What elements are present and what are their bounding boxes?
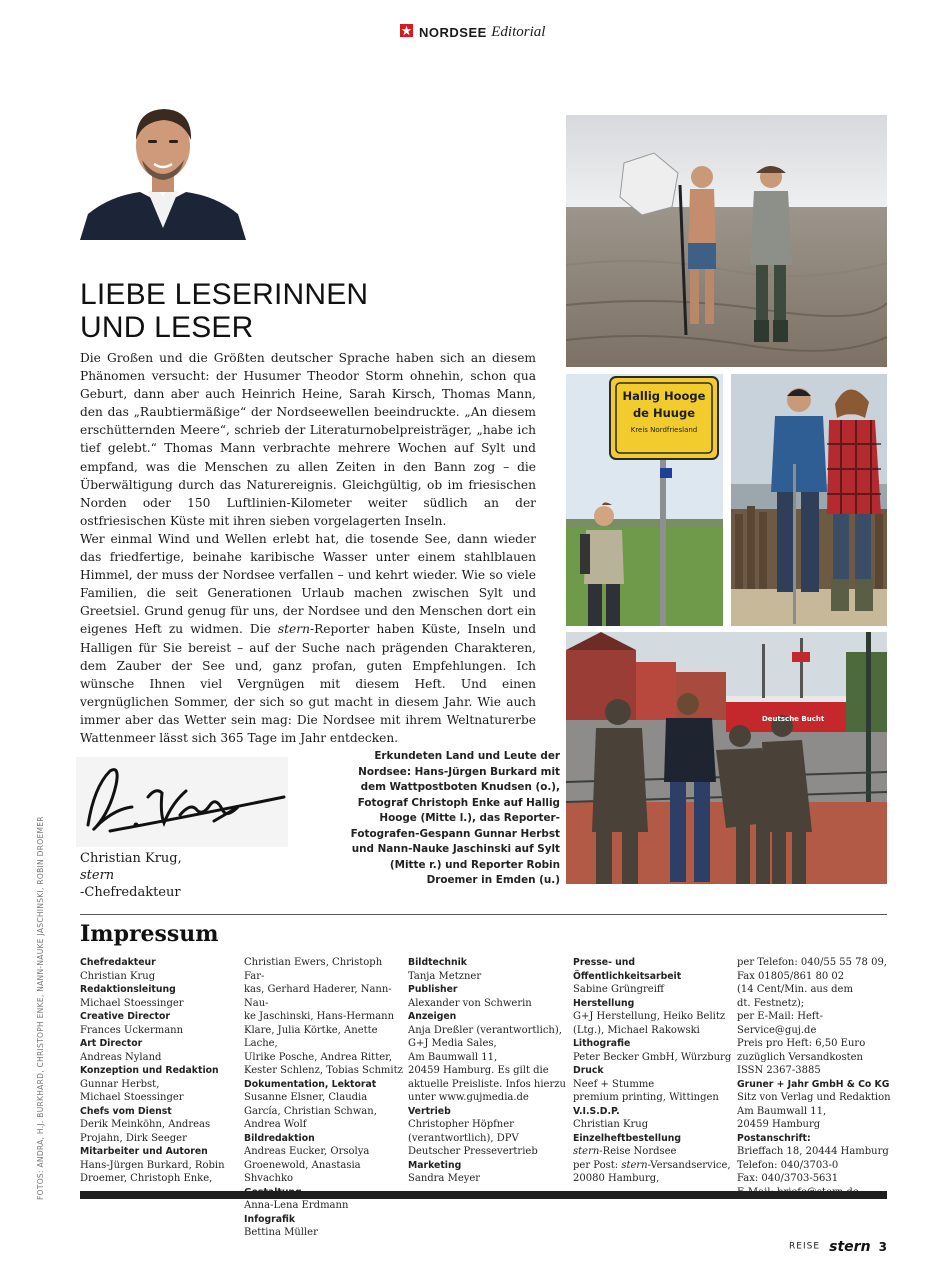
impressum-entry-text: Bettina Müller — [244, 1227, 318, 1238]
impressum-entry — [737, 970, 897, 984]
impressum-entry-text: ke Jaschinski, Hans-Hermann — [244, 1011, 395, 1022]
impressum-heading — [80, 1064, 240, 1078]
impressum-entry — [244, 1145, 404, 1159]
signature-name-block — [80, 850, 182, 901]
impressum-entry-text: Herstellung — [573, 997, 635, 1009]
impressum-entry-text: Bildredaktion — [244, 1132, 315, 1144]
page-header — [0, 24, 945, 41]
impressum-entry-text: premium printing, Wittingen — [573, 1092, 719, 1103]
impressum-entry — [408, 1037, 568, 1051]
impressum-entry-text: Postanschrift: — [737, 1132, 811, 1144]
impressum-heading — [80, 983, 240, 997]
impressum-entry-text: Kester Schlenz, Tobias Schmitz — [244, 1065, 403, 1076]
impressum-heading — [573, 1064, 733, 1078]
impressum-entry — [80, 1159, 240, 1173]
impressum-entry-text: Konzeption und Redaktion — [80, 1065, 219, 1076]
impressum-entry-text: Mitarbeiter und Autoren — [80, 1146, 208, 1157]
impressum-entry-text: Andreas Nyland — [80, 1051, 162, 1063]
impressum-entry-text: Creative Director — [80, 1011, 170, 1022]
impressum-entry-text: Druck — [573, 1065, 604, 1076]
impressum-heading — [573, 970, 733, 984]
impressum-entry-text: Andrea Wolf — [244, 1119, 307, 1130]
impressum-entry — [244, 1199, 404, 1213]
impressum-entry-text: Michael Stoessinger — [80, 1092, 184, 1103]
body-paragraph-2a: Wer einmal Wind und Wellen erlebt hat, die tosende See, dann wieder das friedfertige, beinahe karibische Wasser unter einem stahlblauen Himmel, der muss der Nordsee verfallen – und kehrt wieder. Wie so viele Familien, die seit Generationen Urlaub machen zwischen Sylt und Greetsiel. Grund genug für uns, der Nordsee und den Menschen dort ein eigenes Heft zu widmen. Die — [80, 531, 536, 637]
impressum-heading — [80, 956, 240, 970]
editorial-body — [80, 349, 536, 747]
impressum-entry-text: Sabine Grüngreiff — [573, 984, 665, 995]
body-paragraph-2 — [80, 530, 536, 747]
photo-credit: FOTOS: ANDRA, H.J. BURKHARD, CHRISTOPH ENKE, NANN-NAUKE JASCHINSKI, ROBIN DROEMER — [36, 816, 45, 1200]
impressum-entry — [573, 1159, 733, 1173]
impressum-entry — [244, 1105, 404, 1119]
header-brand: NORDSEE — [419, 25, 487, 40]
impressum-heading — [80, 1105, 240, 1119]
photo-hallig-hooge — [566, 374, 723, 626]
impressum-entry-text: Preis pro Heft: 6,50 Euro — [737, 1038, 866, 1049]
impressum-entry — [244, 1226, 404, 1240]
impressum-heading — [737, 1078, 897, 1092]
impressum-entry — [244, 1159, 404, 1186]
photo-caption: Erkundeten Land und Leute der Nordsee: Hans-Jürgen Burkard mit dem Wattpostboten Knudsen (o.), Fotograf Christoph Enke auf Hallig Hooge (Mitte l.), das Reporter-Fotografen-Gespann Gunnar Herbst und Nann-Nauke Jaschinski auf Sylt (Mitte r.) und Reporter Robin Droemer in Emden (u.) — [350, 750, 560, 886]
photo-emden — [566, 632, 887, 884]
sign-line-1: Hallig Hooge — [622, 389, 706, 403]
impressum-entry — [573, 983, 733, 997]
impressum-entry — [737, 1064, 897, 1078]
impressum-heading — [737, 1132, 897, 1146]
impressum-entry-prefix: per Post: — [573, 1159, 622, 1171]
impressum-entry-text: -Versandservice, — [647, 1159, 731, 1171]
impressum-entry — [737, 1091, 897, 1105]
impressum-entry-text: Art Director — [80, 1038, 143, 1049]
impressum-entry-text: Tanja Metzner — [408, 970, 482, 982]
impressum-heading — [80, 1145, 240, 1159]
signature-role-rest: -Chefredakteur — [80, 885, 181, 900]
impressum-entry — [408, 1172, 568, 1186]
impressum-entry — [573, 1118, 733, 1132]
impressum-entry — [408, 970, 568, 984]
impressum-entry-text: Neef + Stumme — [573, 1078, 655, 1090]
impressum-heading — [573, 1037, 733, 1051]
impressum-entry — [80, 1091, 240, 1105]
impressum-entry-text: G+J Herstellung, Heiko Belitz — [573, 1011, 726, 1022]
signature-image — [76, 757, 288, 847]
impressum-entry — [408, 1118, 568, 1132]
impressum-entry — [408, 1051, 568, 1065]
stern-logo-icon — [400, 24, 413, 41]
impressum-entry-text: -Reise Nordsee — [599, 1146, 677, 1157]
impressum-entry-text: Hans-Jürgen Burkard, Robin — [80, 1159, 225, 1171]
impressum-entry — [244, 1024, 404, 1051]
impressum-entry-text: Klare, Julia Körtke, Anette Lache, — [244, 1024, 378, 1049]
signature-role — [80, 867, 182, 901]
impressum-entry-text: Anzeigen — [408, 1011, 457, 1022]
impressum-entry — [573, 1145, 733, 1159]
body-stern-italic: stern — [277, 622, 310, 637]
impressum-entry — [80, 1132, 240, 1146]
impressum-entry-text: (14 Cent/Min. aus dem — [737, 984, 853, 995]
impressum-entry — [408, 997, 568, 1011]
impressum-entry — [573, 1051, 733, 1065]
impressum-col-3 — [408, 956, 568, 1186]
impressum-bottom-bar — [80, 1191, 887, 1199]
impressum-entry-text: Groenewold, Anastasia Shvachko — [244, 1159, 361, 1184]
impressum-entry — [80, 1051, 240, 1065]
impressum-entry-text: Susanne Elsner, Claudia — [244, 1092, 368, 1103]
impressum-entry — [408, 1078, 568, 1092]
impressum-entry-text: Vertrieb — [408, 1105, 451, 1117]
impressum-entry-text: per E-Mail: Heft-Service@guj.de — [737, 1011, 824, 1036]
impressum-entry-text: Michael Stoessinger — [80, 997, 184, 1009]
impressum-heading — [573, 956, 733, 970]
impressum-entry — [737, 983, 897, 997]
impressum-entry-text: Sandra Meyer — [408, 1173, 481, 1184]
impressum-entry — [80, 997, 240, 1011]
impressum-entry-text: Anna-Lena Erdmann — [244, 1200, 349, 1211]
impressum-entry-text: Lithografie — [573, 1038, 631, 1049]
signature-name: Christian Krug, — [80, 851, 182, 866]
impressum-entry — [244, 1064, 404, 1078]
impressum-entry-text: (Ltg.), Michael Rakowski — [573, 1024, 700, 1036]
impressum-entry-text: Am Baumwall 11, — [737, 1105, 827, 1117]
footer-magazine: stern — [829, 1238, 871, 1255]
impressum-entry-text: Marketing — [408, 1159, 462, 1171]
impressum-entry-text: Ulrike Posche, Andrea Ritter, — [244, 1051, 392, 1063]
impressum-entry-text: Alexander von Schwerin — [408, 997, 532, 1009]
impressum-entry-text: Christian Ewers, Christoph Far- — [244, 957, 383, 982]
impressum-entry — [573, 1091, 733, 1105]
impressum-heading — [573, 997, 733, 1011]
impressum-entry-text: per Telefon: 040/55 55 78 09, — [737, 957, 887, 968]
impressum-col-1 — [80, 956, 240, 1186]
body-paragraph-1: Die Großen und die Größten deutscher Sprache haben sich an diesem Phänomen versucht: der Husumer Theodor Storm ohnehin, schon qua Geburt, dann aber auch Heinrich Heine, Sarah Kirsch, Thomas Mann, den das „Raubtiermäßige“ der Nordseewellen beeindruckte. „An diesem erschütternden Meere“, schrieb der Literaturnobelpreisträger, „habe ich tief gelebt.“ Thomas Mann verbrachte mehrere Wochen auf Sylt und empfand, was die Menschen zu allen Zeiten in den Bann zog – die Überwältigung durch das Naturereignis. Gleichgültig, ob im friesischen Norden oder 150 Luftlinien-Kilometer weiter südlich an der ostfriesischen Küste mit ihren sieben vorgelagerten Inseln. — [80, 351, 536, 528]
impressum-divider — [80, 914, 887, 915]
impressum-col-4 — [573, 956, 733, 1186]
impressum-entry-text: Fax: 040/3703-5631 — [737, 1173, 839, 1184]
impressum-entry-text: Öffentlichkeitsarbeit — [573, 970, 682, 982]
impressum-entry — [408, 1064, 568, 1078]
impressum-entry-text: Projahn, Dirk Seeger — [80, 1132, 187, 1144]
impressum-entry-text: 20459 Hamburg. Es gilt die — [408, 1065, 549, 1076]
impressum-entry-text: Telefon: 040/3703-0 — [737, 1159, 839, 1171]
impressum-entry-italic: stern — [573, 1146, 600, 1157]
impressum-entry — [80, 970, 240, 984]
page-number: 3 — [878, 1239, 887, 1254]
impressum-heading — [408, 1010, 568, 1024]
impressum-entry-text: Fax 01805/861 80 02 — [737, 970, 845, 982]
impressum-entry-text: dt. Festnetz); — [737, 997, 805, 1009]
title-line-1: LIEBE LESERINNEN — [80, 278, 369, 311]
impressum-entry-text: Peter Becker GmbH, Würzburg — [573, 1051, 732, 1063]
impressum-heading — [244, 1213, 404, 1227]
impressum-heading — [244, 1132, 404, 1146]
impressum-entry — [737, 1010, 897, 1037]
sign-text — [610, 388, 718, 438]
impressum-entry — [737, 1159, 897, 1173]
impressum-entry-text: Chefs vom Dienst — [80, 1105, 172, 1117]
editorial-title — [80, 278, 500, 344]
impressum-entry-italic: stern — [621, 1159, 648, 1171]
impressum-entry-text: unter www.gujmedia.de — [408, 1092, 529, 1103]
impressum-entry — [244, 983, 404, 1010]
impressum-entry-text: Christian Krug — [573, 1119, 649, 1130]
impressum-entry-text: Christopher Höpfner — [408, 1119, 514, 1130]
impressum-entry-text: Gruner + Jahr GmbH & Co KG — [737, 1078, 890, 1090]
impressum-entry — [80, 1172, 240, 1186]
impressum-heading — [408, 1159, 568, 1173]
impressum-entry-text: kas, Gerhard Haderer, Nann-Nau- — [244, 984, 392, 1009]
impressum-entry — [244, 956, 404, 983]
impressum-entry-text: Droemer, Christoph Enke, — [80, 1173, 213, 1184]
impressum-entry-text: V.I.S.D.P. — [573, 1105, 620, 1117]
photo-wattpostbote — [566, 115, 887, 367]
impressum-entry — [737, 1145, 897, 1159]
impressum-entry-text: Chefredakteur — [80, 957, 156, 968]
impressum-entry — [80, 1024, 240, 1038]
impressum-entry-text: Bildtechnik — [408, 957, 467, 968]
impressum-entry — [244, 1010, 404, 1024]
impressum-entry — [408, 1132, 568, 1146]
impressum-heading — [80, 1037, 240, 1051]
impressum-entry-text: 20080 Hamburg, — [573, 1173, 660, 1184]
impressum-entry — [737, 1105, 897, 1119]
impressum-entry-text: aktuelle Preisliste. Infos hierzu — [408, 1078, 566, 1090]
impressum-heading — [244, 1078, 404, 1092]
impressum-entry-text: Sitz von Verlag und Redaktion — [737, 1092, 891, 1103]
impressum-entry-text: Frances Uckermann — [80, 1024, 184, 1036]
editor-portrait — [80, 104, 246, 240]
impressum-entry-text: Redaktionsleitung — [80, 984, 176, 995]
impressum-entry-text: Deutscher Pressevertrieb — [408, 1146, 538, 1157]
impressum-entry-text: Dokumentation, Lektorat — [244, 1078, 377, 1090]
impressum-entry-text: Gunnar Herbst, — [80, 1078, 160, 1090]
impressum-entry — [737, 956, 897, 970]
impressum-entry-text: Anja Dreßler (verantwortlich), — [408, 1024, 562, 1036]
impressum-entry — [573, 1078, 733, 1092]
impressum-entry — [408, 1091, 568, 1105]
impressum-entry — [408, 1024, 568, 1038]
impressum-entry — [80, 1078, 240, 1092]
impressum-heading — [573, 1105, 733, 1119]
impressum-entry — [244, 1118, 404, 1132]
signature-role-italic: stern — [80, 868, 115, 883]
title-line-2: UND LESER — [80, 311, 254, 344]
impressum-entry-text: García, Christian Schwan, — [244, 1105, 377, 1117]
impressum-entry-text: G+J Media Sales, — [408, 1038, 497, 1049]
impressum-entry-text: Einzelheftbestellung — [573, 1132, 681, 1144]
photo-sylt-reporters — [731, 374, 887, 626]
impressum-entry-text: ISSN 2367-3885 — [737, 1065, 821, 1076]
ship-name: Deutsche Bucht — [762, 715, 825, 723]
impressum-entry — [737, 1037, 897, 1051]
impressum-entry — [737, 1172, 897, 1186]
header-section: Editorial — [491, 24, 546, 40]
impressum-entry — [573, 1172, 733, 1186]
impressum-entry — [737, 997, 897, 1011]
impressum-entry-text: Presse- und — [573, 957, 636, 968]
impressum-entry-text: Infografik — [244, 1213, 296, 1225]
sign-line-2: de Huuge — [632, 406, 696, 420]
impressum-entry-text: Publisher — [408, 984, 458, 995]
page-footer — [760, 1236, 887, 1255]
impressum-title: Impressum — [80, 921, 219, 947]
sign-line-3: Kreis Nordfriesland — [630, 426, 698, 434]
impressum-entry-text: Brieffach 18, 20444 Hamburg — [737, 1146, 889, 1157]
impressum-entry-text: Andreas Eucker, Orsolya — [244, 1146, 370, 1157]
impressum-entry — [573, 1010, 733, 1024]
body-paragraph-2b: -Reporter haben Küste, Inseln und Halligen für Sie bereist – auf der Suche nach prägenden Charakteren, dem Zauber der See und, ganz profan, guten Empfehlungen. Ich wünsche Ihnen viel Vergnügen mit diesem Heft. Und einen vergnüglichen Sommer, der sich so gut macht in diesem Jahr. Wie auch immer aber das Wetter sein mag: Die Nordsee mit ihrem Weltnaturerbe Wattenmeer lässt sich 365 Tage im Jahr entdecken. — [80, 622, 536, 745]
impressum-entry-text: Derik Meinköhn, Andreas — [80, 1119, 211, 1130]
impressum-heading — [408, 1105, 568, 1119]
footer-section: REISE — [789, 1241, 821, 1252]
impressum-entry — [408, 1145, 568, 1159]
impressum-heading — [80, 1010, 240, 1024]
impressum-entry-text: 20459 Hamburg — [737, 1119, 821, 1130]
impressum-entry — [244, 1051, 404, 1065]
impressum-entry — [737, 1051, 897, 1065]
impressum-entry — [80, 1118, 240, 1132]
impressum-col-5 — [737, 956, 897, 1199]
impressum-entry — [737, 1118, 897, 1132]
impressum-entry-text: (verantwortlich), DPV — [408, 1132, 519, 1144]
impressum-entry-text: Christian Krug — [80, 970, 156, 982]
impressum-entry-text: zuzüglich Versandkosten — [737, 1051, 863, 1063]
impressum-entry — [244, 1091, 404, 1105]
impressum-entry — [573, 1024, 733, 1038]
impressum-entry-text: Am Baumwall 11, — [408, 1051, 498, 1063]
impressum-heading — [408, 956, 568, 970]
impressum-heading — [408, 983, 568, 997]
impressum-heading — [573, 1132, 733, 1146]
